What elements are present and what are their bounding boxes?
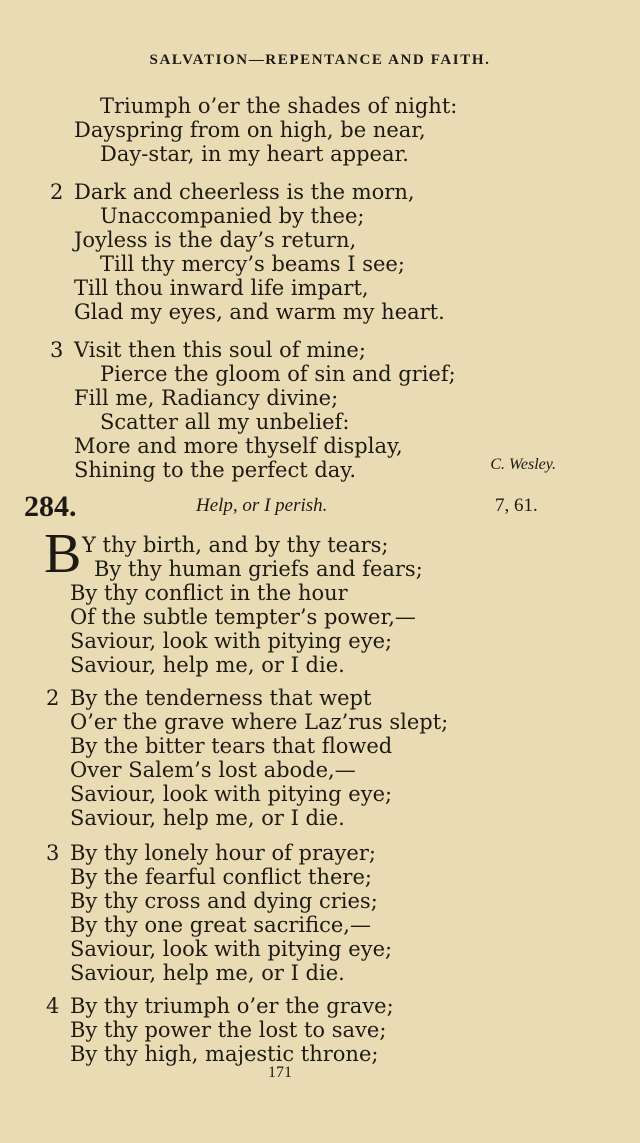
verse-number: 4: [46, 994, 60, 1018]
verse-line: Day-star, in my heart appear.: [100, 142, 409, 166]
verse-line: Dayspring from on high, be near,: [74, 118, 426, 142]
hymn-title: Help, or I perish.: [196, 495, 328, 516]
hymn-number: 284.: [24, 490, 77, 523]
verse-line: Saviour, look with pitying eye;: [70, 937, 393, 961]
verse-line: By thy high, majestic throne;: [70, 1042, 379, 1066]
verse-line: Unaccompanied by thee;: [100, 204, 365, 228]
verse-number: 3: [46, 841, 60, 865]
verse-line: Saviour, help me, or I die.: [70, 961, 345, 985]
verse-line: Scatter all my unbelief:: [100, 410, 350, 434]
verse-line: By thy lonely hour of prayer;: [70, 841, 376, 865]
verse-line: Triumph o’er the shades of night:: [100, 94, 458, 118]
page-number: 171: [268, 1064, 292, 1081]
verse-line: O’er the grave where Laz’rus slept;: [70, 710, 449, 734]
verse-line: Y thy birth, and by thy tears;: [82, 533, 389, 557]
verse-line: By thy conflict in the hour: [70, 581, 348, 605]
verse-number: 2: [50, 180, 64, 204]
verse-line: Saviour, help me, or I die.: [70, 806, 345, 830]
verse-line: Glad my eyes, and warm my heart.: [74, 300, 445, 324]
author-attribution: C. Wesley.: [490, 456, 556, 473]
verse-line: Of the subtle tempter’s power,—: [70, 605, 416, 629]
verse-line: Till thy mercy’s beams I see;: [100, 252, 405, 276]
drop-cap: B: [44, 523, 82, 585]
verse-line: Till thou inward life impart,: [74, 276, 369, 300]
verse-line: By thy human griefs and fears;: [94, 557, 423, 581]
running-header: SALVATION—REPENTANCE AND FAITH.: [149, 52, 491, 68]
verse-line: Saviour, look with pitying eye;: [70, 629, 393, 653]
verse-line: By thy cross and dying cries;: [70, 889, 378, 913]
verse-line: Dark and cheerless is the morn,: [74, 180, 415, 204]
hymn-meter: 7, 61.: [495, 495, 538, 516]
verse-line: By the bitter tears that flowed: [70, 734, 393, 758]
verse-line: By the tenderness that wept: [70, 686, 372, 710]
verse-line: Fill me, Radiancy divine;: [74, 386, 339, 410]
verse-number: 2: [46, 686, 60, 710]
verse-line: Saviour, look with pitying eye;: [70, 782, 393, 806]
verse-line: By thy power the lost to save;: [70, 1018, 387, 1042]
verse-line: Pierce the gloom of sin and grief;: [100, 362, 456, 386]
verse-line: Over Salem’s lost abode,—: [70, 758, 356, 782]
verse-line: Shining to the perfect day.: [74, 458, 357, 482]
verse-line: By the fearful conflict there;: [70, 865, 372, 889]
verse-line: Joyless is the day’s return,: [74, 228, 357, 252]
verse-line: Saviour, help me, or I die.: [70, 653, 345, 677]
verse-line: Visit then this soul of mine;: [74, 338, 366, 362]
verse-line: By thy one great sacrifice,—: [70, 913, 371, 937]
verse-line: More and more thyself display,: [74, 434, 403, 458]
verse-number: 3: [50, 338, 64, 362]
verse-line: By thy triumph o’er the grave;: [70, 994, 394, 1018]
